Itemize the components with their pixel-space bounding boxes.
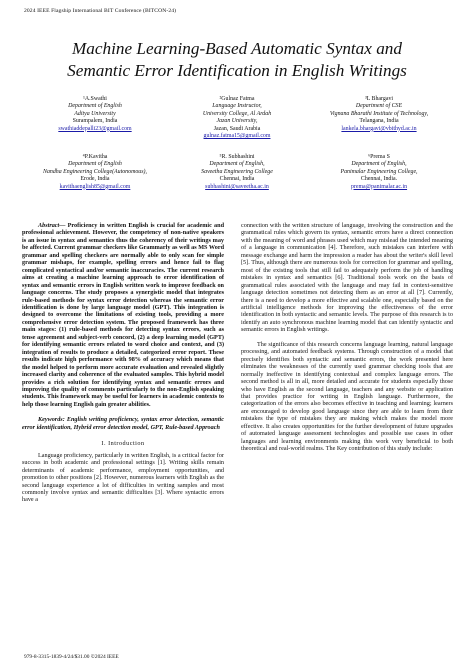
author-name: ³L Bhargavi [364, 96, 394, 102]
author-block [162, 154, 312, 191]
author-email-link[interactable]: prema@panimalar.ac.in [350, 183, 408, 190]
body-paragraph-1: connection with the written structure of language, involving the construction and the grammatical rules which govern its syntax, semantic errors have a direct connection with the meaning of word and phrases used which may mislead the intended meaning of a language in communication [4]. Therefore, such mistakes can interfere with message exchange and harm the impression a reader has about the writer's skill level [5]. Thus, although there are numerous tools for correction for grammar and spelling, most of the existing tools that still fail to adequately perform the job of handling mistakes in syntax and semantics [6]. Traditional tools work on the basis of grammatical rules associated with the language and may fail in context-sensitive language detection sometimes not detecting them as an error at all [7]. Currently, there is a need to develop a more effective and scalable one, especially based on the artificial intelligence methods for improving the effectiveness of the error identification in both syntactic and semantic levels. The purpose of this research is to identify an auto synchronous machine learning model that can identify syntactic and semantic errors in English writings. [241, 222, 453, 334]
author-affiliation: Department of English [68, 103, 122, 110]
author-affiliation: University College, Al Ardah [202, 110, 272, 117]
author-name: ⁵R. Subhashini [219, 154, 255, 160]
author-affiliation: Jazan University, [216, 118, 258, 125]
title-line-2: Semantic Error Identification in English Writings [67, 61, 407, 80]
section-heading-introduction: I. Introduction [101, 440, 145, 448]
author-affiliation: Department of English [68, 161, 122, 168]
author-affiliation: Department of English, [209, 161, 265, 168]
conference-header: 2024 IEEE Flagship International BIT Conference (BITCON-24) [24, 8, 177, 14]
author-name: ⁶Prema S [368, 154, 390, 160]
author-block [304, 96, 454, 133]
author-location: Telangana, India [359, 118, 399, 125]
author-location: Jazan, Saudi Arabia [213, 125, 261, 132]
keywords: Keywords: English writing proficiency, syntax error detection, semantic error identification, Hybrid error detection model, GPT, Rule-based Approach [22, 416, 224, 431]
author-block [20, 96, 170, 133]
abstract [22, 222, 224, 408]
left-column [22, 222, 224, 504]
right-column [241, 222, 453, 453]
author-affiliation: Saveetha Engineering College [201, 168, 273, 175]
author-email-link[interactable]: subhashini@saveetha.ac.in [205, 183, 269, 190]
author-location: Chennai, India. [360, 176, 398, 183]
author-block [20, 154, 170, 191]
author-affiliation: Nandha Engineering College(Autonomous), [43, 168, 147, 175]
author-name: ⁴P.Kavitha [82, 154, 108, 160]
author-name: ²Gulnaz Fatma [219, 96, 255, 102]
author-email-link[interactable]: swathiaddepalli23@gmail.com [58, 125, 132, 132]
author-affiliation: Aditya University [74, 110, 116, 117]
author-block [304, 154, 454, 191]
author-location: Surampalem, India [72, 118, 118, 125]
author-location: Chennai, India [219, 176, 255, 183]
author-email-link[interactable]: lankela.bhargavi@vbithyd.ac.in [341, 125, 417, 132]
author-email-link[interactable]: kavithaenglish85@gmail.com [59, 183, 131, 190]
author-email-link[interactable]: gulnaz.fatma15@gmail.com [203, 133, 271, 140]
abstract-body: Proficiency in written English is crucial for academic and professional achievement. However, the competency of non-native speakers is an issue in syntax and semantics thus the coherency of their writings may be affected. Current grammar checkers like Grammarly as well as MS Word grammar and spelling checkers are normally able to only scan for simple grammar mishaps, for example, spelling errors and hence fail to flag complicated syntactical and/or semantic inaccuracies. The current research aims at creating a machine learning approach to error identification of syntax and semantic errors in English written work to improve feedback on language concerns. The study proposes a synergistic model that integrates rule-based methods for syntax error detection whereas the semantic error identification is done by large language model (GPT). This integration is designed to overcome the limitations of existing tools, providing a more comprehensive error detection system. The proposed framework has three main stages: (1) rule-based methods for detecting syntax errors, such as tense agreement and subject-verb concord, (2) a deep learning model (GPT) for identifying semantic errors related to word choice and context, and (3) integration of results to produce a detailed, categorized error report. These results indicate high performance with 98% of accuracy which means that the model helped to perform more accurate evaluation and revealed slightly increased clarity and coherence of the evaluated samples. This hybrid model provides a rich solution for identifying syntax and semantic errors and improving the quality of comments particularly to the non-English speaking students. This framework may be useful for learners in academic contexts to help those learning English gain greater abilities. [22, 222, 224, 408]
paper-title [14, 38, 460, 82]
intro-paragraph: Language proficiency, particularly in written English, is a critical factor for success in both academic and professional settings [1]. Writing skills remain determinants of academic performance, employment opportunities, and promotion to other positions [2]. However, numerous learners with English as the second language experience a lot of difficulties in writing samples and most commonly involve syntax and semantic difficulties [3]. Where syntactic errors have a [22, 451, 224, 504]
title-line-1: Machine Learning-Based Automatic Syntax and [71, 39, 402, 58]
author-affiliation: Department of English, [351, 161, 407, 168]
author-affiliation: Vignana Bharathi Institute of Technology, [329, 110, 429, 117]
author-affiliation: Language Instructor, [212, 103, 262, 110]
author-location: Erode, India [80, 176, 110, 183]
author-name: ¹A.Swathi [83, 96, 107, 102]
copyright-footer: 979-8-3315-1839-4/24/$31.00 ©2024 IEEE [24, 654, 119, 660]
author-affiliation: Panimalar Engineering College, [340, 168, 418, 175]
abstract-label: Abstract— [38, 222, 66, 229]
author-block [162, 96, 312, 140]
author-affiliation: Department of CSE [355, 103, 403, 110]
body-paragraph-2: The significance of this research concerns language learning, natural language processing, and automated feedback systems. Through construction of a model that precisely identifies both syntactic and semantic errors, the work presented here eliminates the weaknesses of the currently used grammar checking tools that are normally ineffective in identifying contextual and complex language errors. The second method is all in all, more detailed and accurate for students especially those who have English as the second language, teachers and any website or application that provides practice for writing in English language. Furthermore, the categorization of the errors also becomes effective in teaching and learning; learners are encouraged to develop good language since they are able to learn from their mistakes the type of mistakes they are making which makes the model more effective. It also creates opportunities for the further development of future upgrades of automated language assessment technologies and possible use cases in other languages and learning environments making this work very beneficial to both theoretical and real-world realms. The Key contribution of this study include: [241, 340, 453, 453]
